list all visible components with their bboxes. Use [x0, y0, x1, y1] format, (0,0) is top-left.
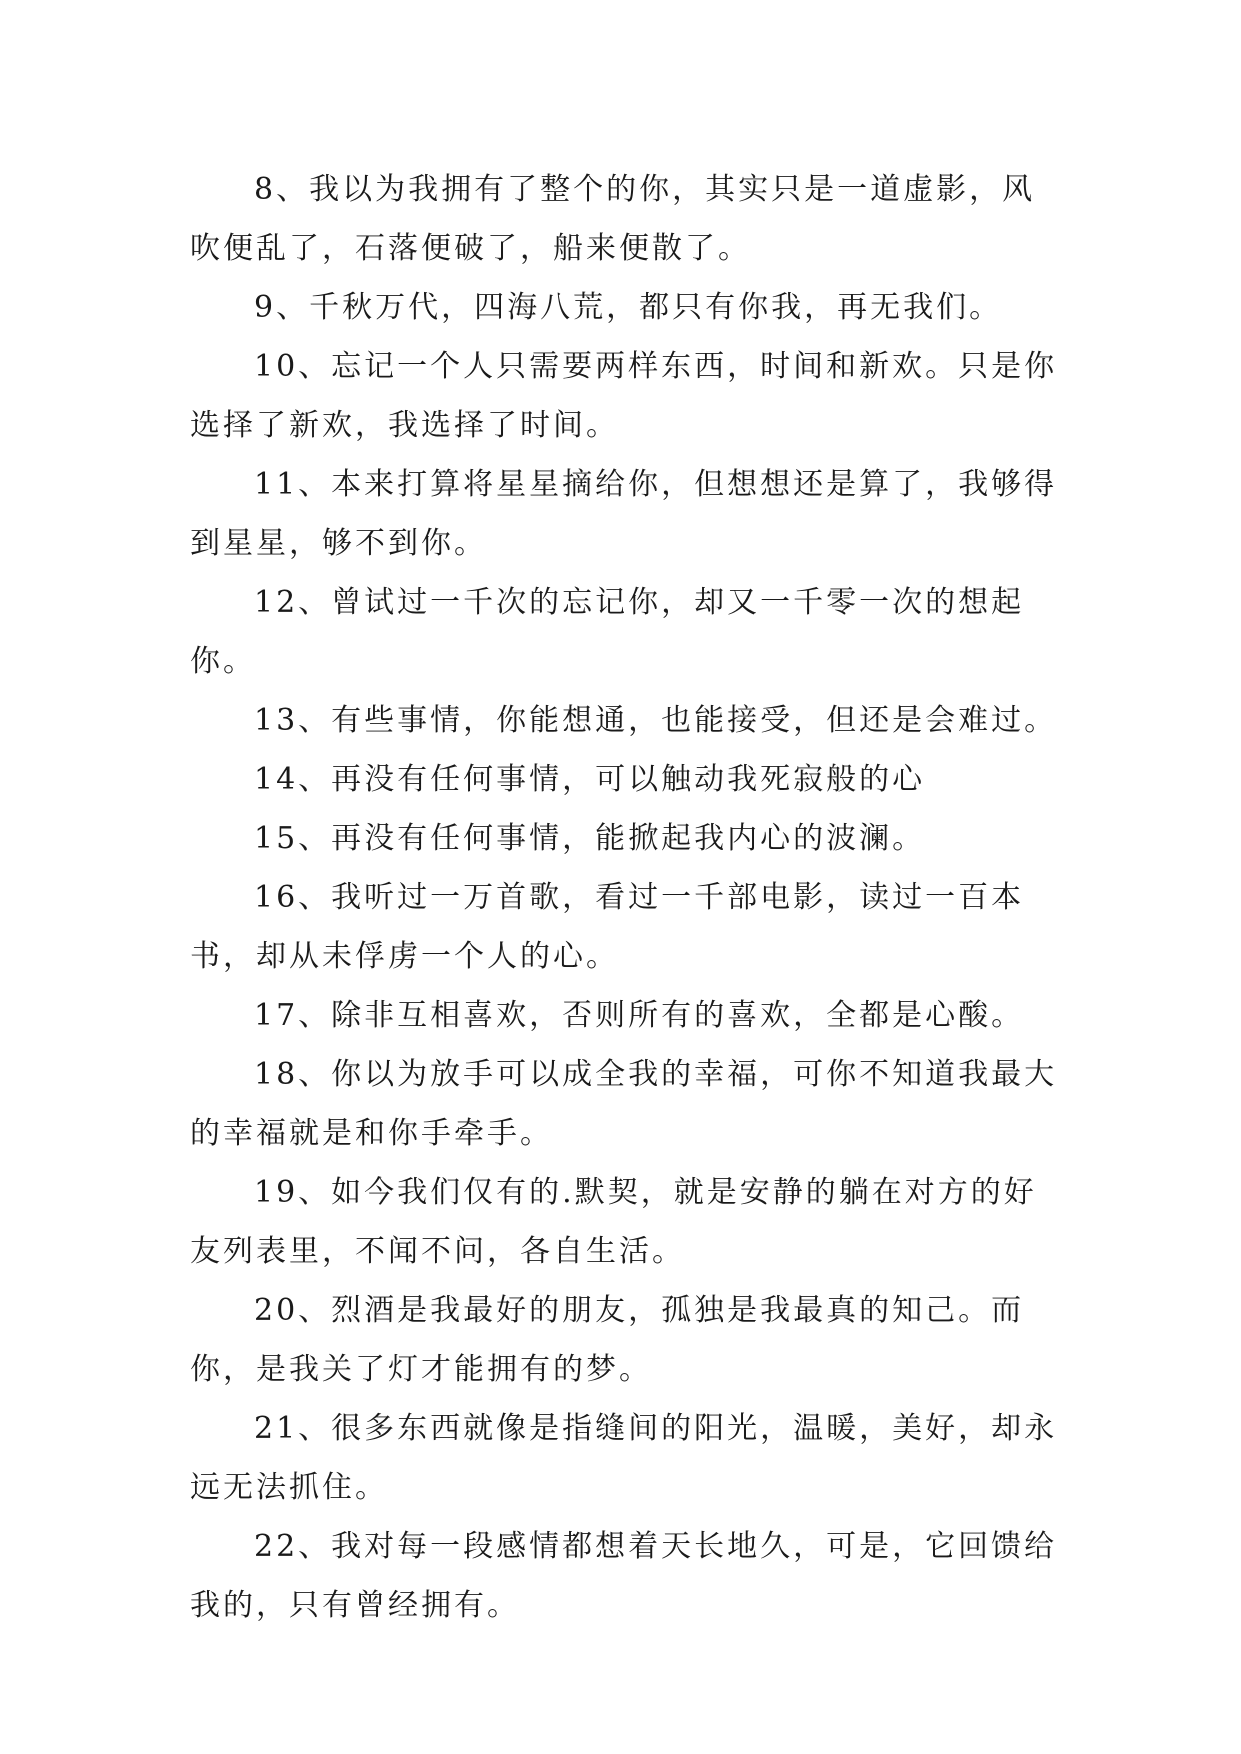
paragraph-22: 22、我对每一段感情都想着天长地久，可是，它回馈给我的，只有曾经拥有。 [190, 1529, 1058, 1623]
paragraph-15: 15、再没有任何事情，能掀起我内心的波澜。 [254, 821, 926, 856]
document-body [190, 160, 1060, 1635]
paragraph-20: 20、烈酒是我最好的朋友，孤独是我最真的知己。而你，是我关了灯才能拥有的梦。 [190, 1293, 1025, 1387]
paragraph-9: 9、千秋万代，四海八荒，都只有你我，再无我们。 [254, 290, 1003, 325]
paragraph-12: 12、曾试过一千次的忘记你，却又一千零一次的想起你。 [190, 585, 1025, 679]
paragraph-14: 14、再没有任何事情，可以触动我死寂般的心 [254, 762, 926, 797]
paragraph-16: 16、我听过一万首歌，看过一千部电影，读过一百本书，却从未俘虏一个人的心。 [190, 880, 1025, 974]
paragraph-13: 13、有些事情，你能想通，也能接受，但还是会难过。 [254, 703, 1058, 738]
paragraph-8: 8、我以为我拥有了整个的你，其实只是一道虚影，风吹便乱了，石落便破了，船来便散了。 [190, 172, 1036, 266]
paragraph-19: 19、如今我们仅有的.默契，就是安静的躺在对方的好友列表里，不闻不问，各自生活。 [190, 1175, 1037, 1269]
paragraph-17: 17、除非互相喜欢，否则所有的喜欢，全都是心酸。 [254, 998, 1025, 1033]
paragraph-11: 11、本来打算将星星摘给你，但想想还是算了，我够得到星星，够不到你。 [190, 467, 1058, 561]
paragraph-21: 21、很多东西就像是指缝间的阳光，温暖，美好，却永远无法抓住。 [190, 1411, 1058, 1505]
paragraph-10: 10、忘记一个人只需要两样东西，时间和新欢。只是你选择了新欢，我选择了时间。 [190, 349, 1058, 443]
paragraph-18: 18、你以为放手可以成全我的幸福，可你不知道我最大的幸福就是和你手牵手。 [190, 1057, 1058, 1151]
